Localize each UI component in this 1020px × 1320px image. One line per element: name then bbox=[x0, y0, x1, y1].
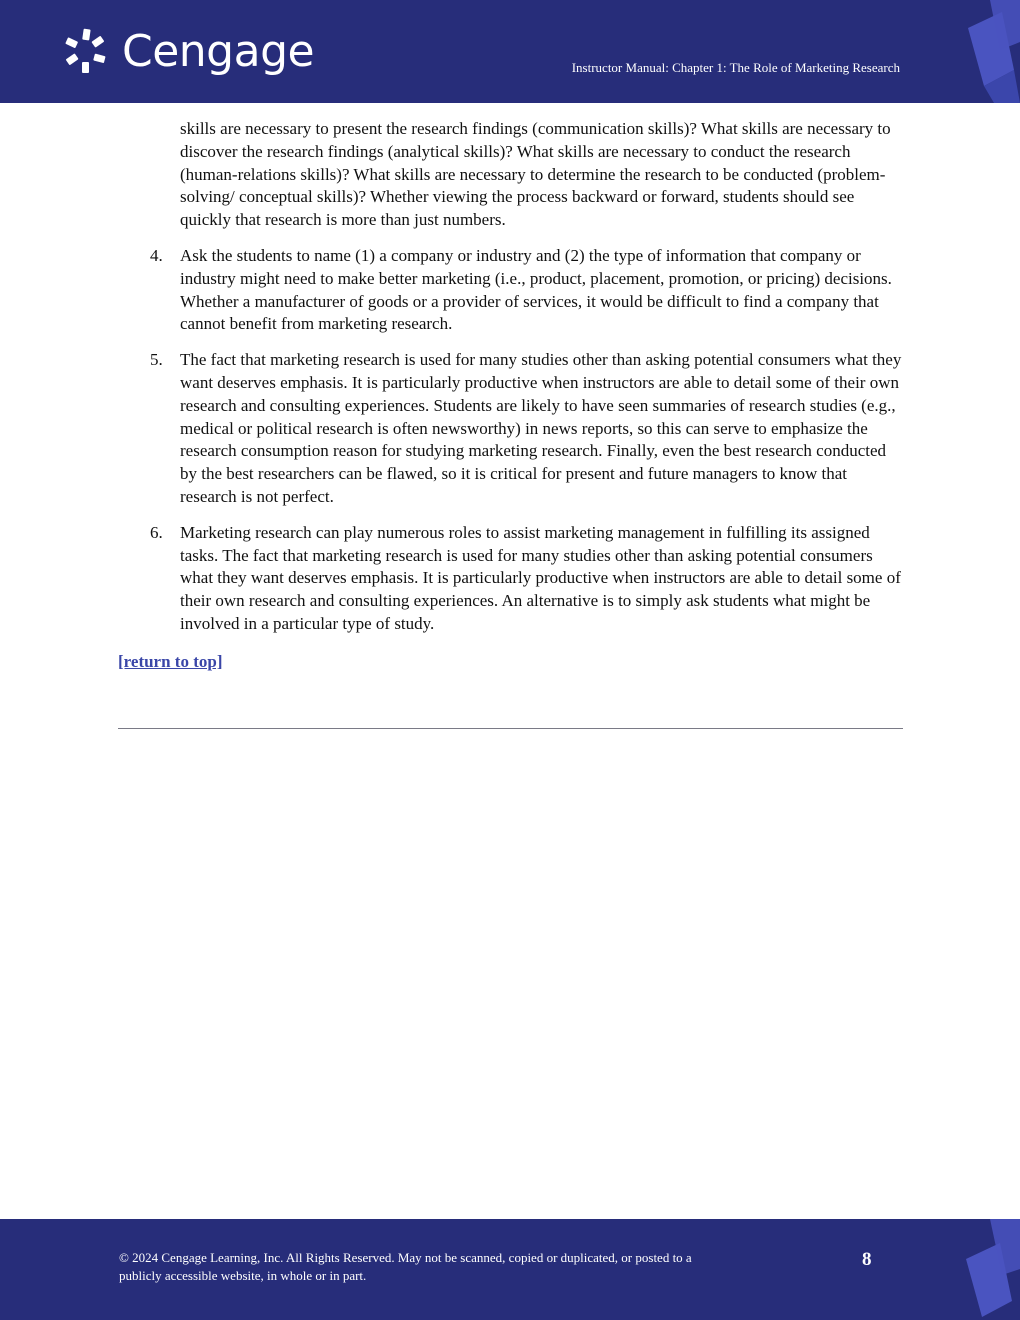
cengage-spark-icon bbox=[62, 28, 110, 76]
item-text: Marketing research can play numerous roles to assist marketing management in fulfilling its assigned tasks. The fact that marketing research is used for many studies other than asking potential consumers what they want deserves emphasis. It is particularly productive when instructors are able to detail some of their own research and consulting experiences. An alternative is to simply ask students what might be involved in a particular type of study. bbox=[180, 522, 901, 633]
item-number: 4. bbox=[150, 245, 163, 265]
item-text: The fact that marketing research is used for many studies other than asking potential consumers what they want deserves emphasis. It is particularly productive when instructors are able to detail some of their own research and consulting experiences. Students are likely to have seen summaries of research studies (e.g., medical or political research is often newsworthy) in news reports, so this can serve to emphasize the research consumption reason for studying marketing research. Finally, even the best research conducted by the best researchers can be flawed, so it is critical for present and future managers to know that research is not perfect. bbox=[180, 350, 902, 506]
page-footer bbox=[0, 1219, 1020, 1320]
corner-shapes-icon bbox=[950, 1219, 1020, 1320]
section-divider bbox=[118, 728, 903, 729]
document-body bbox=[118, 118, 902, 674]
item-number: 6. bbox=[150, 522, 163, 542]
item-text: Ask the students to name (1) a company or industry and (2) the type of information that company or industry might need to make better marketing (i.e., product, placement, promotion, or pricing) decisions. Whether a manufacturer of goods or a provider of services, it would be difficult to find a company that cannot benefit from marketing research. bbox=[180, 245, 892, 334]
list-item bbox=[118, 245, 902, 336]
list-item bbox=[118, 349, 902, 509]
item-number: 5. bbox=[150, 350, 163, 370]
cengage-logo bbox=[62, 26, 314, 78]
copyright-notice: © 2024 Cengage Learning, Inc. All Rights Reserved. May not be scanned, copied or duplicated, or posted to a publicly accessible website, in whole or in part. bbox=[119, 1250, 692, 1283]
page-header bbox=[0, 0, 1020, 103]
return-to-top-link[interactable]: [return to top] bbox=[118, 651, 223, 671]
running-head: Instructor Manual: Chapter 1: The Role of Marketing Research bbox=[571, 60, 900, 75]
list-item bbox=[118, 522, 902, 636]
corner-shapes-icon bbox=[950, 0, 1020, 103]
page-number: 8 bbox=[862, 1249, 872, 1270]
numbered-list bbox=[118, 245, 902, 636]
continued-paragraph: skills are necessary to present the research findings (communication skills)? What skills are necessary to discover the research findings (analytical skills)? What skills are necessary to conduct the research (human-relations skills)? What skills are necessary to determine the research to be conducted (problem-solving/ conceptual skills)? Whether viewing the process backward or forward, students should see quickly that research is more than just numbers. bbox=[180, 119, 891, 230]
brand-name: Cengage bbox=[122, 26, 315, 77]
